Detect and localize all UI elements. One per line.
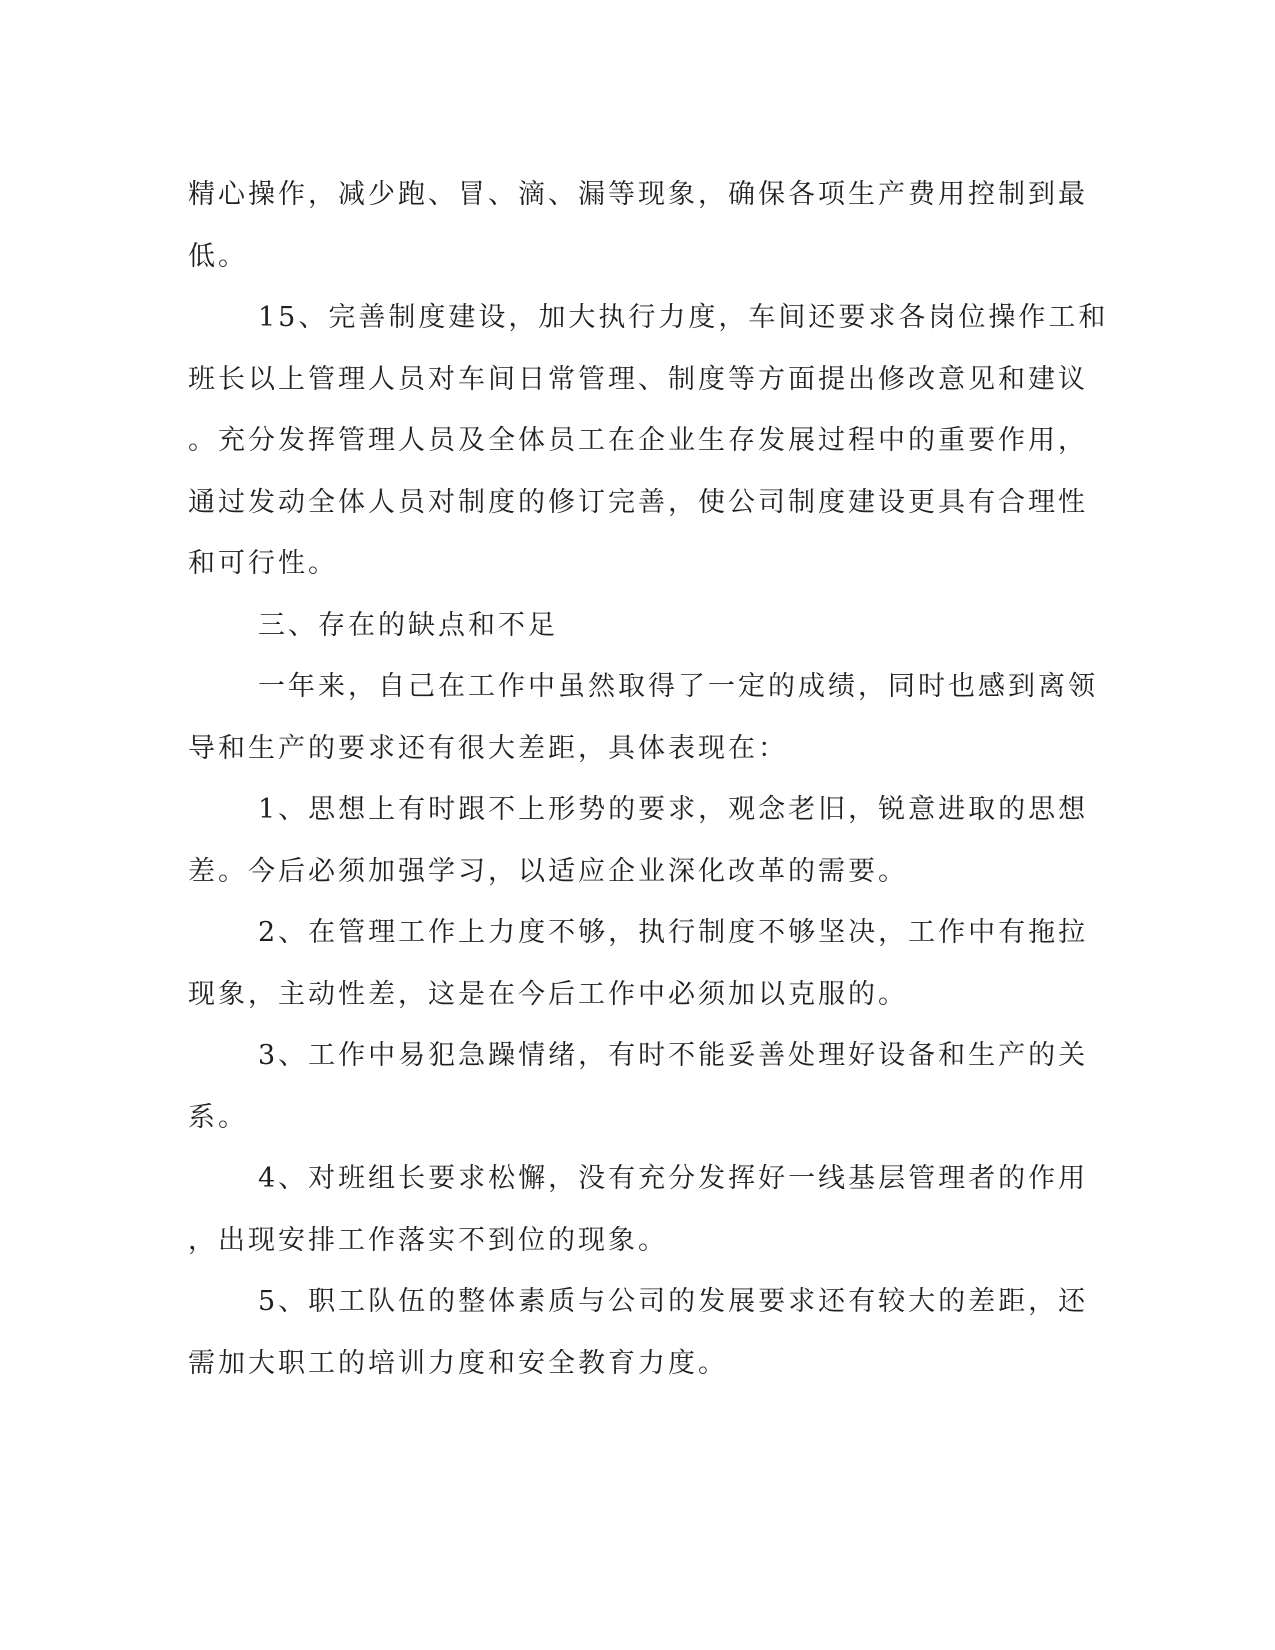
document-body	[188, 164, 1109, 1394]
text-line: ，出现安排工作落实不到位的现象。	[188, 1224, 668, 1256]
section-heading-shortcomings	[188, 595, 1068, 657]
text-line: 2、在管理工作上力度不够，执行制度不够坚决，工作中有拖拉	[258, 917, 1089, 948]
text-line: 需加大职工的培训力度和安全教育力度。	[188, 1347, 728, 1379]
text-line: 4、对班组长要求松懈，没有充分发挥好一线基层管理者的作用	[258, 1163, 1089, 1194]
paragraph-item-3	[188, 1025, 1089, 1148]
paragraph-item-1	[188, 779, 1089, 902]
paragraph-cost-control-continued	[188, 164, 1088, 287]
text-line: 精心操作，减少跑、冒、滴、漏等现象，确保各项生产费用控制到最	[188, 179, 1088, 210]
paragraph-item-5	[188, 1271, 1089, 1394]
section-heading-text: 三、存在的缺点和不足	[258, 609, 558, 641]
text-line: 3、工作中易犯急躁情绪，有时不能妥善处理好设备和生产的关	[258, 1040, 1089, 1071]
paragraph-item-15	[188, 287, 1109, 595]
text-line: 差。今后必须加强学习，以适应企业深化改革的需要。	[188, 855, 908, 887]
text-line: 低。	[188, 240, 248, 272]
paragraph-item-4	[188, 1148, 1089, 1271]
text-line: 一年来，自己在工作中虽然取得了一定的成绩，同时也感到离领	[258, 671, 1098, 702]
text-line: 15、完善制度建设，加大执行力度，车间还要求各岗位操作工和	[258, 302, 1109, 333]
text-line: 导和生产的要求还有很大差距，具体表现在：	[188, 732, 788, 764]
text-line: 通过发动全体人员对制度的修订完善，使公司制度建设更具有合理性	[188, 486, 1088, 518]
paragraph-year-summary	[188, 656, 1098, 779]
text-line: 和可行性。	[188, 548, 338, 579]
text-line: 1、思想上有时跟不上形势的要求，观念老旧，锐意进取的思想	[258, 794, 1089, 825]
text-line: 班长以上管理人员对车间日常管理、制度等方面提出修改意见和建议	[188, 363, 1088, 395]
text-line: 系。	[188, 1101, 248, 1133]
text-line: 。充分发挥管理人员及全体员工在企业生存发展过程中的重要作用，	[188, 425, 1088, 456]
paragraph-item-2	[188, 902, 1089, 1025]
text-line: 现象，主动性差，这是在今后工作中必须加以克服的。	[188, 978, 908, 1010]
text-line: 5、职工队伍的整体素质与公司的发展要求还有较大的差距，还	[258, 1286, 1089, 1317]
